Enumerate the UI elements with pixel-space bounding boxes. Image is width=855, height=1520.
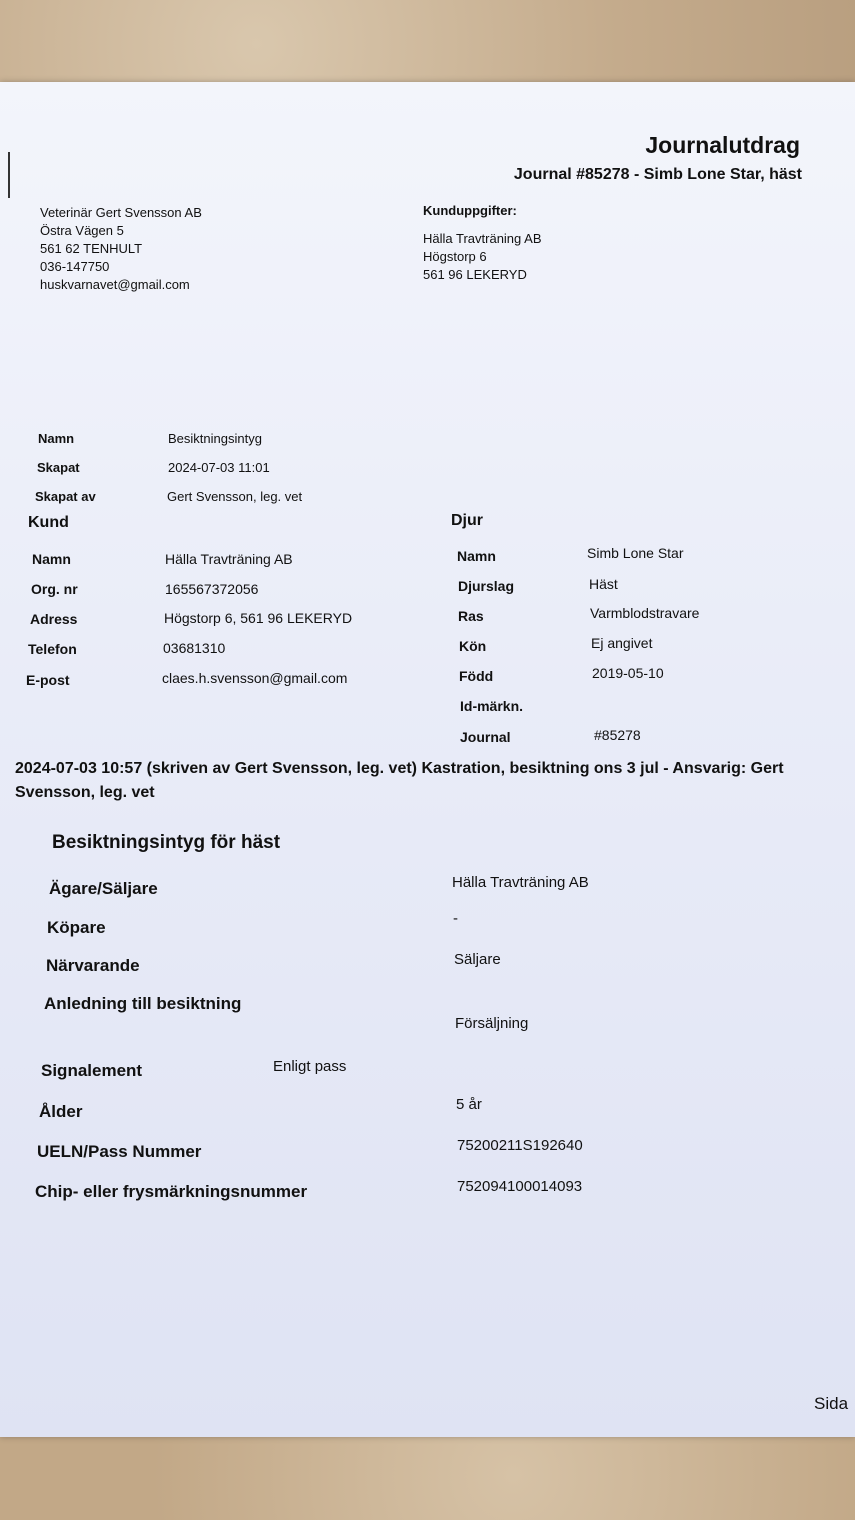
djur-label-kon: Kön: [459, 638, 487, 654]
cert-value-anledning: Försäljning: [455, 1015, 529, 1032]
kund-label-adress: Adress: [30, 611, 78, 627]
cert-label-anledning: Anledning till besiktning: [44, 994, 242, 1013]
customer-city: 561 96 LEKERYD: [423, 267, 527, 282]
clinic-address: [40, 204, 202, 294]
djur-value-fodd: 2019-05-10: [592, 665, 664, 681]
djur-label-fodd: Född: [459, 668, 494, 684]
table-surface-bottom: [0, 1430, 855, 1520]
djur-label-idmarkn: Id-märkn.: [460, 698, 524, 714]
djur-value-ras: Varmblodstravare: [590, 605, 700, 621]
cert-value-agare: Hälla Travträning AB: [452, 874, 589, 891]
meta-label-skapat: Skapat: [37, 460, 80, 475]
kund-label-namn: Namn: [32, 551, 71, 567]
kund-value-adress: Högstorp 6, 561 96 LEKERYD: [164, 610, 353, 626]
cert-value-signalement: Enligt pass: [273, 1058, 347, 1075]
certificate-title: Besiktningsintyg för häst: [52, 832, 281, 853]
kund-label-epost: E-post: [26, 672, 70, 688]
djur-value-namn: Simb Lone Star: [587, 545, 684, 561]
cert-label-signalement: Signalement: [41, 1061, 143, 1080]
document-page: [0, 82, 855, 1437]
journal-entry: 2024-07-03 10:57 (skriven av Gert Svensson, leg. vet) Kastration, besiktning ons 3 jul - Ansvarig: Gert Svensson, leg. vet: [15, 760, 784, 801]
clinic-phone: 036-147750: [40, 259, 110, 274]
kund-label-telefon: Telefon: [28, 641, 77, 657]
document-subtitle: Journal #85278 - Simb Lone Star, häst: [513, 166, 802, 183]
meta-value-namn: Besiktningsintyg: [168, 431, 262, 446]
customer-street: Högstorp 6: [423, 249, 487, 264]
cert-label-agare: Ägare/Säljare: [49, 879, 158, 898]
djur-value-kon: Ej angivet: [591, 635, 653, 651]
kund-value-telefon: 03681310: [163, 640, 226, 656]
customer-address: [423, 202, 542, 284]
cert-label-chip: Chip- eller frysmärkningsnummer: [35, 1182, 308, 1201]
kund-value-namn: Hälla Travträning AB: [165, 551, 293, 567]
customer-name: Hälla Travträning AB: [423, 231, 542, 246]
kund-heading: Kund: [28, 514, 69, 531]
cert-label-kopare: Köpare: [47, 918, 106, 937]
clinic-city: 561 62 TENHULT: [40, 241, 143, 256]
meta-label-namn: Namn: [38, 431, 75, 446]
cert-label-ueln: UELN/Pass Nummer: [37, 1142, 202, 1161]
cert-value-kopare: -: [453, 910, 458, 927]
page-number-label: Sida: [814, 1394, 849, 1413]
cert-value-narvarande: Säljare: [454, 951, 501, 968]
cert-value-ueln: 75200211S192640: [457, 1137, 583, 1154]
cert-value-chip: 752094100014093: [457, 1178, 583, 1195]
djur-heading: Djur: [451, 512, 483, 529]
clinic-name: Veterinär Gert Svensson AB: [40, 205, 202, 220]
kund-value-orgnr: 165567372056: [165, 581, 259, 597]
document-title: Journalutdrag: [645, 132, 800, 158]
meta-value-skapat-av: Gert Svensson, leg. vet: [167, 489, 303, 504]
meta-value-skapat: 2024-07-03 11:01: [168, 460, 270, 475]
customer-heading: Kunduppgifter:: [423, 203, 517, 218]
djur-label-namn: Namn: [457, 548, 496, 564]
djur-label-djurslag: Djurslag: [458, 578, 515, 594]
meta-label-skapat-av: Skapat av: [35, 489, 96, 504]
djur-value-journal: #85278: [594, 727, 641, 743]
clinic-street: Östra Vägen 5: [40, 223, 124, 238]
djur-value-djurslag: Häst: [589, 576, 618, 592]
clinic-email: huskvarnavet@gmail.com: [40, 277, 190, 292]
cert-label-narvarande: Närvarande: [46, 956, 140, 975]
margin-mark: [8, 152, 10, 198]
kund-value-epost: claes.h.svensson@gmail.com: [162, 670, 348, 686]
kund-label-orgnr: Org. nr: [31, 581, 78, 597]
djur-label-ras: Ras: [458, 608, 484, 624]
cert-value-alder: 5 år: [456, 1096, 482, 1113]
cert-label-alder: Ålder: [39, 1102, 83, 1121]
djur-label-journal: Journal: [460, 729, 511, 745]
